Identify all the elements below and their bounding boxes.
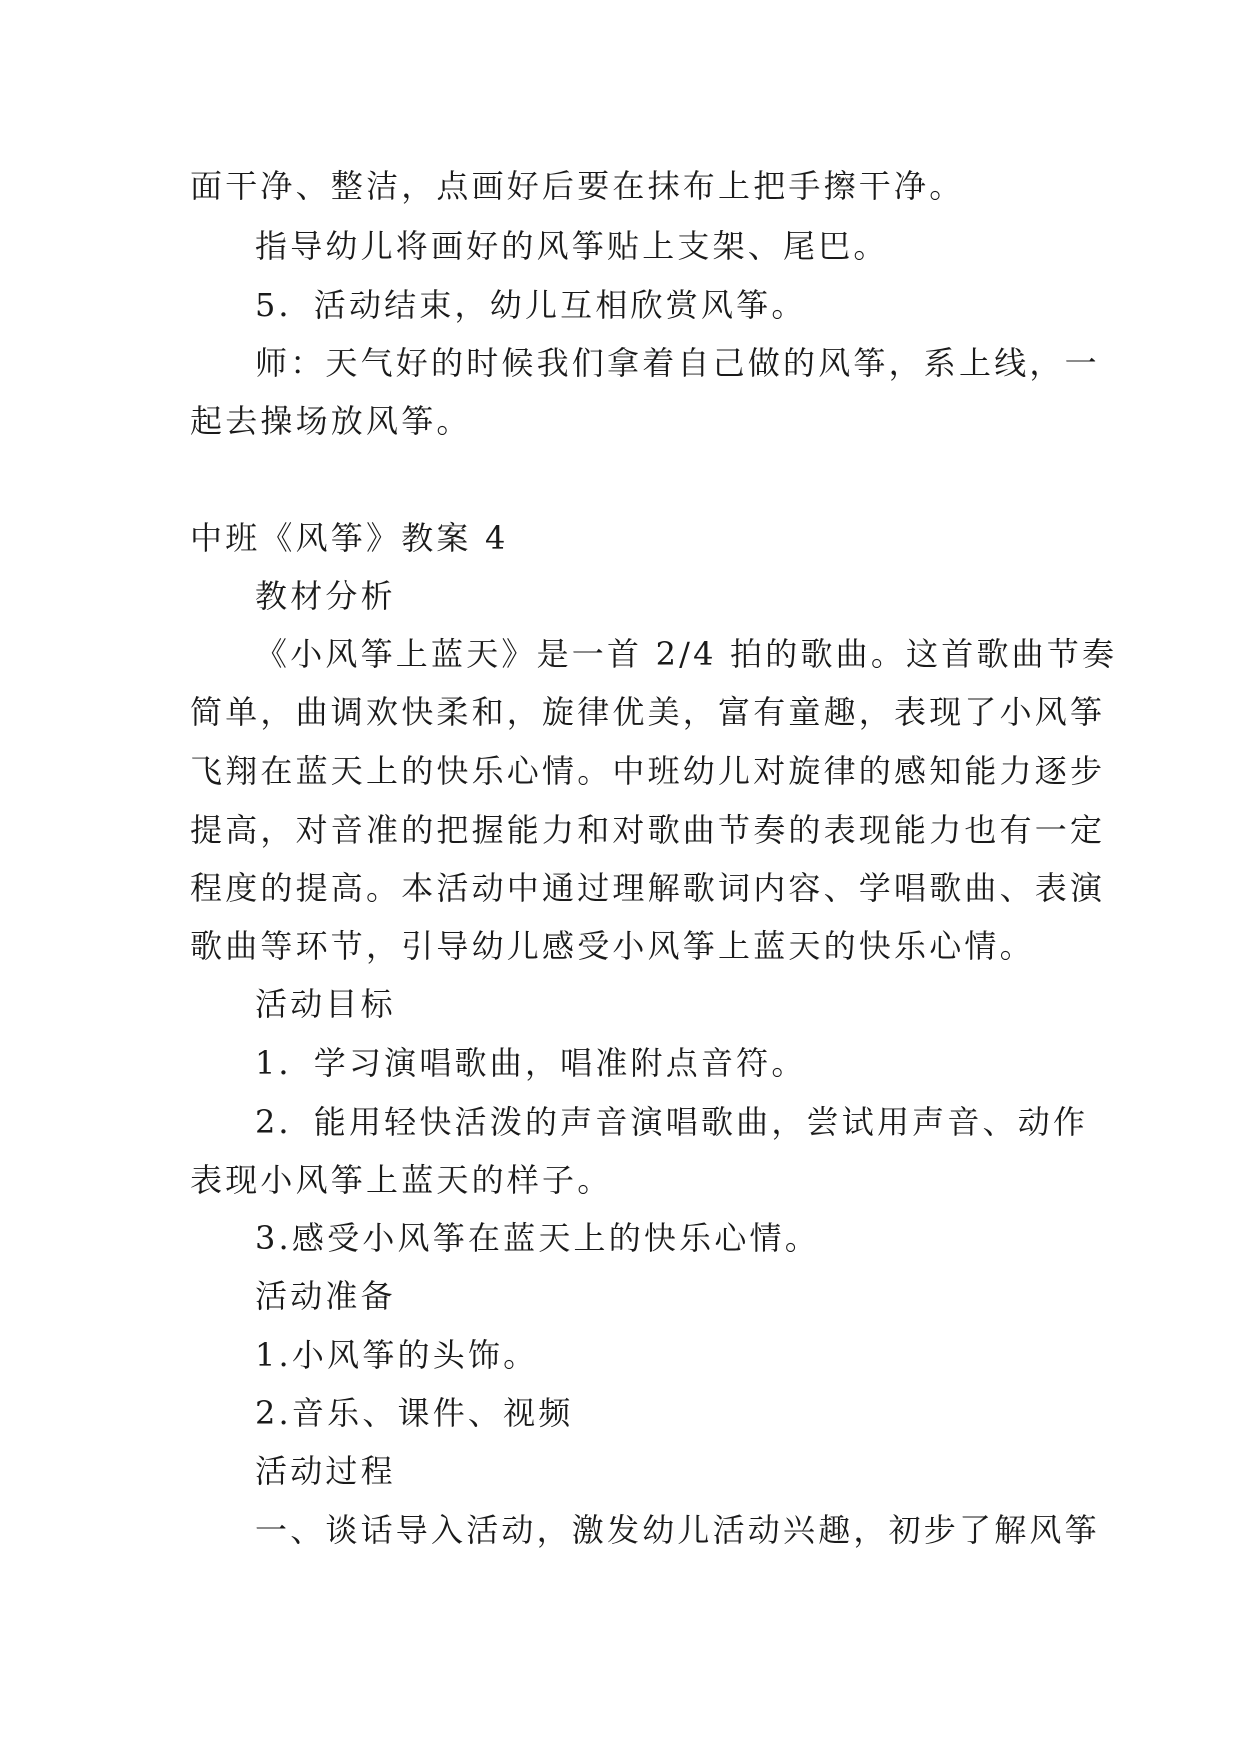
text-line: 2.音乐、课件、视频 xyxy=(255,1394,574,1432)
subheading: 活动过程 xyxy=(255,1452,396,1490)
text-line: 面干净、整洁，点画好后要在抹布上把手擦干净。 xyxy=(190,167,965,205)
text-line: 2．能用轻快活泼的声音演唱歌曲，尝试用声音、动作 xyxy=(255,1103,1089,1141)
subheading: 活动准备 xyxy=(255,1277,396,1315)
text-line: 简单，曲调欢快柔和，旋律优美，富有童趣，表现了小风筝 xyxy=(190,693,1106,731)
text-line: 《小风筝上蓝天》是一首 2/4 拍的歌曲。这首歌曲节奏 xyxy=(255,635,1118,673)
subheading: 教材分析 xyxy=(255,577,396,615)
section-heading: 中班《风筝》教案 4 xyxy=(190,519,509,557)
text-line: 1．学习演唱歌曲，唱准附点音符。 xyxy=(255,1044,807,1082)
text-line: 师：天气好的时候我们拿着自己做的风筝，系上线，一 xyxy=(255,344,1100,382)
text-line: 起去操场放风筝。 xyxy=(190,402,472,440)
text-line: 3.感受小风筝在蓝天上的快乐心情。 xyxy=(255,1219,820,1257)
text-line: 歌曲等环节，引导幼儿感受小风筝上蓝天的快乐心情。 xyxy=(190,927,1035,965)
text-line: 1.小风筝的头饰。 xyxy=(255,1336,539,1374)
text-line: 5．活动结束，幼儿互相欣赏风筝。 xyxy=(255,286,807,324)
text-line: 程度的提高。本活动中通过理解歌词内容、学唱歌曲、表演 xyxy=(190,869,1106,907)
text-line: 指导幼儿将画好的风筝贴上支架、尾巴。 xyxy=(255,227,889,265)
text-line: 表现小风筝上蓝天的样子。 xyxy=(190,1161,613,1199)
text-line: 提高，对音准的把握能力和对歌曲节奏的表现能力也有一定 xyxy=(190,811,1106,849)
text-line: 一、谈话导入活动，激发幼儿活动兴趣，初步了解风筝 xyxy=(255,1511,1100,1549)
text-line: 飞翔在蓝天上的快乐心情。中班幼儿对旋律的感知能力逐步 xyxy=(190,752,1106,790)
subheading: 活动目标 xyxy=(255,985,396,1023)
